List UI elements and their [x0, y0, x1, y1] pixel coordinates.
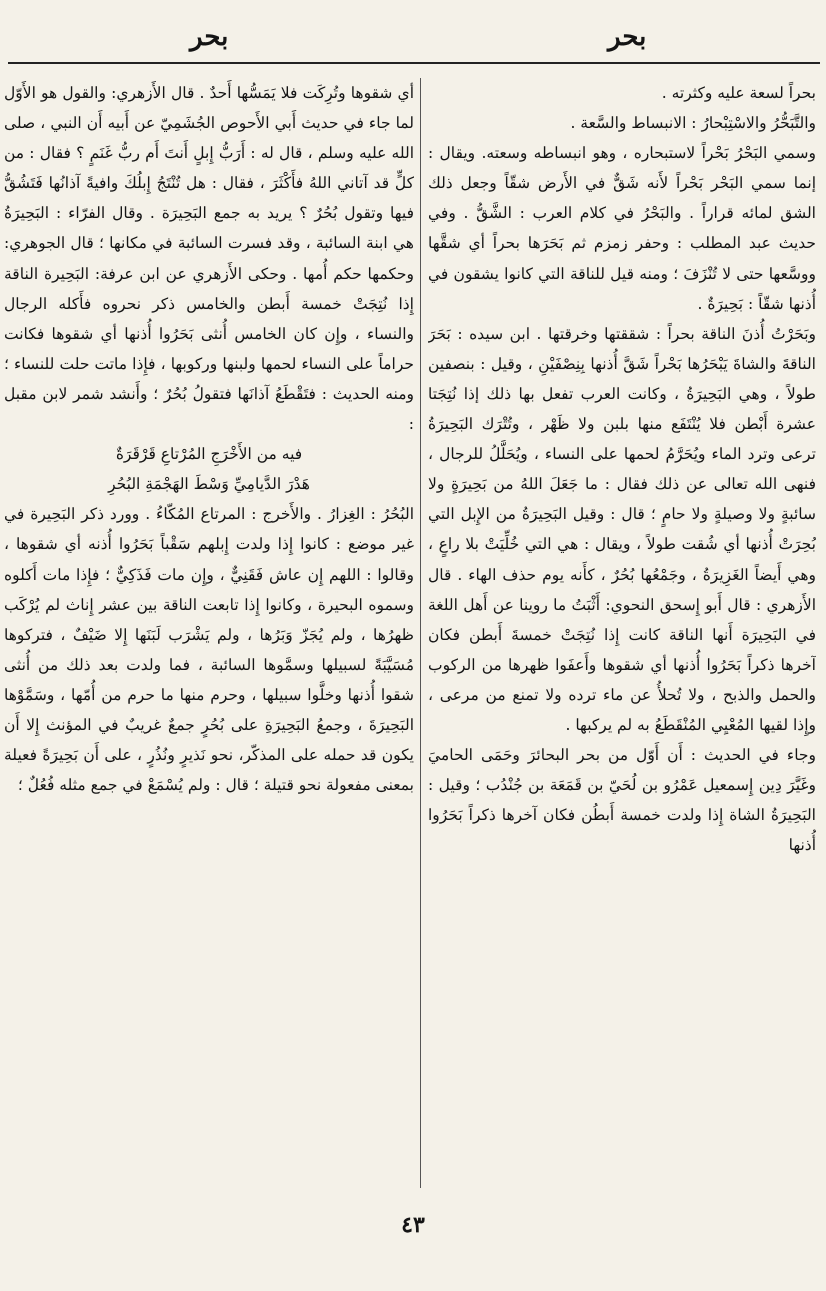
verse-line: هَدْرَ الدَّيامِيِّ وَسْطَ الهَجْمَةِ البُحُرِ: [108, 475, 310, 494]
entry-paragraph: والتَّبَحُّرُ والاسْتِبْحارُ : الانبساط والسَّعة .: [570, 114, 816, 133]
running-headword-right: بحر: [608, 22, 647, 52]
header-rule: [8, 62, 820, 64]
verse-line: فيه من الأَخْرَجِ المُرْتاعِ قَرْقَرَةٌ: [115, 445, 303, 464]
entry-paragraph: بحراً لسعة عليه وكثرته .: [661, 84, 816, 102]
entry-paragraph: وبَحَرْتُ أُذنَ الناقة بحراً : شققتها وخرقتها . ابن سيده : بَحَرَ الناقةَ والشاةَ يَبْحَرُها بَحْراً شَقَّ أُذنها بِنِصْفَيْنِ ، وقيل : بنصفين طولاً ، وهي البَحِيرَةُ ، وكانت العرب تفعل بها ذلك إذا نُتِجَتا عشرة أَبْطن فلا يُنْتَفَع منها بلبن ولا ظَهْر ، وتُتْرَك البَحِيرَةُ ترعى وترد الماء ويُحَرَّمُ لحمها على النساء ، ويُحَلَّلُ للرجال ، فنهى الله تعالى عن ذلك فقال : ما جَعَلَ اللهُ من بَحِيرَةٍ ولا سائبةٍ ولا وصيلةٍ ولا حامٍ ؛ قال : وقيل البَحِيرَةُ من الإِبل التي بُحِرَتْ أُذنها أي شُقت طولاً ، ويقال : هي التي خُلِّيَتْ بلا راعٍ ، وهي أَيضاً الغَزِيرَةُ ، وجَمْعُها بُحُرٌ ، كأَنه يوم حذف الهاء . قال الأَزهري : قال أَبو إِسحق النحوي: أَثْبَتُ ما روينا عن أَهل اللغة في البَحِيرَة أَنها الناقة كانت إِذا نُتِجَتْ خمسةَ أَبطن فكان آخرها ذكراً بَحَرُوا أُذنها أي شقوها وأَعفَوا ظهرها من الركوب والحمل والذبح ، ولا تُحلأُ عن ماء ترده ولا تمنع من مرعى ، وإِذا لقيها المُعْيِي المُنْقَطَعُ به لم يركبها .: [428, 324, 816, 734]
left-column: [4, 78, 414, 1188]
running-headword-left: بحر: [190, 22, 229, 52]
entry-paragraph: وسمي البَحْرُ بَحْراً لاستبحاره ، وهو انبساطه وسعته. ويقال : إنما سمي البَحْر بَحْراً لأَنه شَقٌّ في الأَرض شقّاً وجعل ذلك الشق لمائه قراراً . والبَحْرُ في كلام العرب : الشَّقُّ . وفي حديث عبد المطلب : وحفر زمزم ثم بَحَرَها بحراً أي شقَّها ووسَّعها حتى لا تُنْزَفَ ؛ ومنه قيل للناقة التي كانوا يشقون في أُذنها شقّاً : بَحِيرَةٌ .: [428, 144, 816, 313]
entry-paragraph: أي شقوها وتُرِكَت فلا يَمَسُّها أَحدٌ . قال الأَزهري: والقول هو الأَوّل لما جاء في حديث أَبي الأَحوص الجُشَمِيّ عن أَبيه أَن النبي ، صلى الله عليه وسلم ، قال له : أَرَبُّ إِبلٍ أَنتَ أَم ربُّ غَنَمٍ ؟ فقال : من كلٍّ قد آتاني اللهُ فأَكْثَرَ ، فقال : هل تُنْتَجُ إِبلُكَ وافيةً آذانُها فَتَشُقُّ فيها وتقول بُحُرٌ ؟ يريد به جمع البَحِيرَة . وقال الفرّاء : البَحِيرَةُ هي ابنة السائبة ، وقد فسرت السائبة في مكانها ؛ قال الجوهري: وحكمها حكم أُمها . وحكى الأَزهري عن ابن عرفة: البَحِيرة الناقة إِذا نُتِجَتْ خمسة أَبطن والخامس ذكر نحروه فأَكله الرجال والنساء ، وإِن كان الخامس أُنثى بَحَرُوا أُذنها أي شقوها فكانت حراماً على النساء لحمها ولبنها وركوبها ، فإِذا ماتت حلت للنساء ؛ ومنه الحديث : فتَقْطَعُ آذانَها فتقولُ بُحُرٌ ؛ وأَنشد شمر لابن مقبل :: [4, 84, 414, 434]
page-number: ٤٣: [401, 1212, 425, 1238]
entry-paragraph: البُحُرُ : الغِزارُ . والأَخرج : المرتاع المُكّاءُ . وورد ذكر البَحِيرة في غير موضع : كانوا إِذا ولدت إِبلهم سَقْباً بَحَرُوا أُذنه أي شقوها ، وقالوا : اللهم إِن عاش فَقَنِيٌّ ، وإِن مات فَذَكِيٌّ ؛ فإِذا مات أَكلوه وسموه البحيرة ، وكانوا إِذا تابعت الناقة بين عشر إِناث لم يُرْكَب ظهرُها ، ولم يُجَزّ وَبَرُها ، ولم يَشْرَب لَبَنَها إِلا ضَيْفٌ ، فتركوها مُسَيَّبَةً لسبيلها وسمَّوها السائبة ، فما ولدت بعد ذلك من أُنثى شقوا أُذنها وخلَّوا سبيلها ، وحرم منها ما حرم من أُمّها ، وسَمَّوْها البَحِيرَةَ ، وجمعُ البَحِيرَةِ على بُحُرٍ جمعٌ غريبٌ في المؤنث إِلا أَن يكون قد حمله على المذكّر، نحو نَذيرٍ ونُذُرٍ ، على أَن بَحِيرَةً فعيلة بمعنى مفعولة نحو قتيلة ؛ قال : ولم يُسْمَعْ في جمع مثله فُعُلٌ ؛: [4, 505, 414, 795]
entry-paragraph: وجاء في الحديث : أَن أَوّل من بحر البحائرَ وحَمَى الحاميَ وغَيَّرَ دِين إِسمعيل عَمْرُو بن لُحَيّ بن قَمَعَة بن جُنْدُب ؛ وقيل : البَحِيرَةُ الشاة إِذا ولدت خمسة أَبطُن فكان آخرها ذكراً بَحَرُوا أُذنها: [428, 746, 816, 855]
right-column: [428, 78, 816, 1188]
column-divider: [420, 78, 421, 1188]
